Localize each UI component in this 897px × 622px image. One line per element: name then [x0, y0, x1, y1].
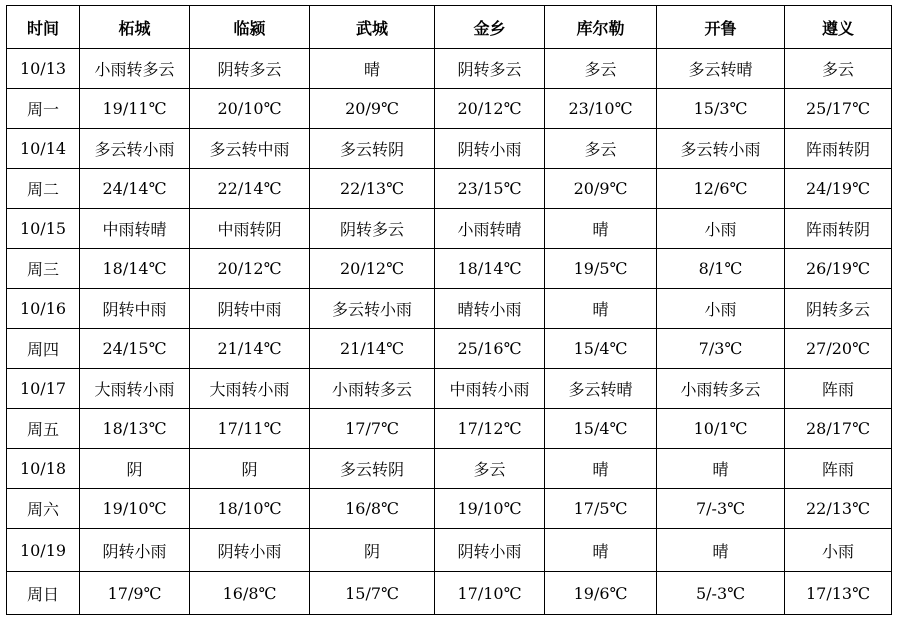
weekday-cell: 周四	[7, 329, 80, 369]
temperature-cell: 19/10℃	[80, 489, 190, 529]
weather-cell: 阴转小雨	[435, 529, 545, 572]
temperature-cell: 16/8℃	[310, 489, 435, 529]
weather-cell: 晴	[545, 529, 657, 572]
weather-cell: 阴转中雨	[80, 289, 190, 329]
temperature-row	[7, 572, 892, 615]
header-city: 遵义	[785, 6, 892, 49]
weather-cell: 晴	[657, 449, 785, 489]
temperature-cell: 17/10℃	[435, 572, 545, 615]
temperature-cell: 15/4℃	[545, 409, 657, 449]
weather-cell: 小雨	[785, 529, 892, 572]
header-city: 开鲁	[657, 6, 785, 49]
weather-row	[7, 289, 892, 329]
weather-cell: 多云	[545, 129, 657, 169]
temperature-cell: 12/6℃	[657, 169, 785, 209]
weather-cell: 阴	[80, 449, 190, 489]
weather-cell: 阵雨	[785, 449, 892, 489]
temperature-row	[7, 329, 892, 369]
temperature-cell: 18/13℃	[80, 409, 190, 449]
weather-cell: 多云转晴	[545, 369, 657, 409]
weather-cell: 阴转中雨	[190, 289, 310, 329]
weather-cell: 多云转中雨	[190, 129, 310, 169]
weather-row	[7, 369, 892, 409]
temperature-cell: 18/10℃	[190, 489, 310, 529]
header-city: 柘城	[80, 6, 190, 49]
temperature-cell: 25/17℃	[785, 89, 892, 129]
temperature-cell: 17/9℃	[80, 572, 190, 615]
weather-cell: 小雨转多云	[310, 369, 435, 409]
weather-cell: 中雨转晴	[80, 209, 190, 249]
weather-cell: 晴	[310, 49, 435, 89]
temperature-cell: 24/14℃	[80, 169, 190, 209]
temperature-cell: 19/10℃	[435, 489, 545, 529]
temperature-cell: 5/-3℃	[657, 572, 785, 615]
header-city: 金乡	[435, 6, 545, 49]
weather-cell: 大雨转小雨	[190, 369, 310, 409]
weather-cell: 晴	[657, 529, 785, 572]
temperature-row	[7, 409, 892, 449]
weather-row	[7, 529, 892, 572]
temperature-cell: 20/12℃	[310, 249, 435, 289]
weather-cell: 阴转多云	[435, 49, 545, 89]
weather-cell: 晴	[545, 289, 657, 329]
temperature-row	[7, 249, 892, 289]
weather-cell: 多云转小雨	[310, 289, 435, 329]
date-cell: 10/16	[7, 289, 80, 329]
temperature-cell: 24/15℃	[80, 329, 190, 369]
temperature-cell: 8/1℃	[657, 249, 785, 289]
date-cell: 10/14	[7, 129, 80, 169]
header-row	[7, 6, 892, 49]
temperature-row	[7, 169, 892, 209]
weekday-cell: 周二	[7, 169, 80, 209]
temperature-cell: 20/9℃	[545, 169, 657, 209]
weather-cell: 阴	[190, 449, 310, 489]
weather-cell: 多云	[435, 449, 545, 489]
temperature-cell: 20/9℃	[310, 89, 435, 129]
weather-cell: 小雨转晴	[435, 209, 545, 249]
weather-row	[7, 129, 892, 169]
weather-row	[7, 449, 892, 489]
temperature-cell: 20/10℃	[190, 89, 310, 129]
temperature-cell: 22/13℃	[785, 489, 892, 529]
weather-cell: 晴转小雨	[435, 289, 545, 329]
weather-cell: 多云	[785, 49, 892, 89]
weekday-cell: 周日	[7, 572, 80, 615]
weekday-cell: 周五	[7, 409, 80, 449]
weekday-cell: 周三	[7, 249, 80, 289]
weather-cell: 中雨转小雨	[435, 369, 545, 409]
temperature-cell: 19/5℃	[545, 249, 657, 289]
date-cell: 10/15	[7, 209, 80, 249]
temperature-cell: 26/19℃	[785, 249, 892, 289]
weather-cell: 多云转阴	[310, 129, 435, 169]
weather-cell: 多云转晴	[657, 49, 785, 89]
weather-cell: 小雨	[657, 209, 785, 249]
temperature-cell: 22/14℃	[190, 169, 310, 209]
weather-cell: 阵雨转阴	[785, 129, 892, 169]
temperature-cell: 15/4℃	[545, 329, 657, 369]
temperature-cell: 17/5℃	[545, 489, 657, 529]
temperature-cell: 22/13℃	[310, 169, 435, 209]
header-city: 库尔勒	[545, 6, 657, 49]
weather-cell: 多云转小雨	[657, 129, 785, 169]
temperature-cell: 23/15℃	[435, 169, 545, 209]
temperature-cell: 25/16℃	[435, 329, 545, 369]
weekday-cell: 周六	[7, 489, 80, 529]
date-cell: 10/19	[7, 529, 80, 572]
temperature-cell: 10/1℃	[657, 409, 785, 449]
weather-cell: 阴转多云	[310, 209, 435, 249]
temperature-cell: 19/6℃	[545, 572, 657, 615]
temperature-cell: 7/-3℃	[657, 489, 785, 529]
temperature-cell: 20/12℃	[435, 89, 545, 129]
temperature-cell: 18/14℃	[80, 249, 190, 289]
temperature-cell: 28/17℃	[785, 409, 892, 449]
weather-row	[7, 49, 892, 89]
weather-cell: 阵雨转阴	[785, 209, 892, 249]
weather-cell: 晴	[545, 209, 657, 249]
weather-cell: 多云转小雨	[80, 129, 190, 169]
temperature-cell: 23/10℃	[545, 89, 657, 129]
temperature-cell: 21/14℃	[190, 329, 310, 369]
date-cell: 10/13	[7, 49, 80, 89]
temperature-cell: 17/12℃	[435, 409, 545, 449]
weekday-cell: 周一	[7, 89, 80, 129]
weather-cell: 中雨转阴	[190, 209, 310, 249]
weather-forecast-table	[6, 5, 892, 615]
weather-cell: 小雨转多云	[657, 369, 785, 409]
temperature-cell: 27/20℃	[785, 329, 892, 369]
weather-cell: 小雨转多云	[80, 49, 190, 89]
weather-cell: 阴转多云	[785, 289, 892, 329]
temperature-cell: 16/8℃	[190, 572, 310, 615]
temperature-cell: 15/7℃	[310, 572, 435, 615]
temperature-row	[7, 489, 892, 529]
weather-row	[7, 209, 892, 249]
date-cell: 10/18	[7, 449, 80, 489]
temperature-cell: 17/7℃	[310, 409, 435, 449]
weather-cell: 阴转小雨	[435, 129, 545, 169]
temperature-cell: 15/3℃	[657, 89, 785, 129]
weather-cell: 阴转多云	[190, 49, 310, 89]
weather-cell: 大雨转小雨	[80, 369, 190, 409]
date-cell: 10/17	[7, 369, 80, 409]
weather-cell: 晴	[545, 449, 657, 489]
header-city: 临颍	[190, 6, 310, 49]
header-city: 武城	[310, 6, 435, 49]
temperature-row	[7, 89, 892, 129]
temperature-cell: 17/13℃	[785, 572, 892, 615]
temperature-cell: 20/12℃	[190, 249, 310, 289]
weather-cell: 多云转阴	[310, 449, 435, 489]
temperature-cell: 21/14℃	[310, 329, 435, 369]
temperature-cell: 17/11℃	[190, 409, 310, 449]
temperature-cell: 7/3℃	[657, 329, 785, 369]
temperature-cell: 18/14℃	[435, 249, 545, 289]
weather-cell: 阴	[310, 529, 435, 572]
temperature-cell: 19/11℃	[80, 89, 190, 129]
weather-cell: 阵雨	[785, 369, 892, 409]
weather-cell: 多云	[545, 49, 657, 89]
forecast-body	[7, 49, 892, 615]
weather-cell: 小雨	[657, 289, 785, 329]
weather-cell: 阴转小雨	[190, 529, 310, 572]
temperature-cell: 24/19℃	[785, 169, 892, 209]
weather-cell: 阴转小雨	[80, 529, 190, 572]
header-time: 时间	[7, 6, 80, 49]
